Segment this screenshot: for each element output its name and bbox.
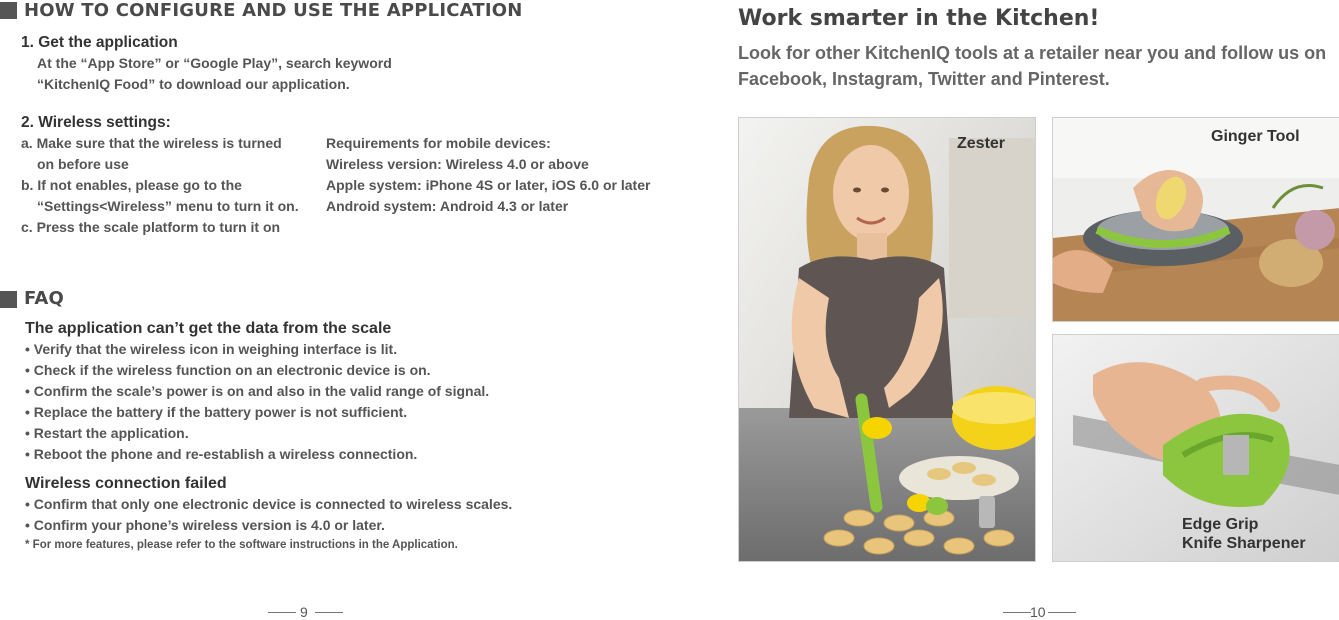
right-text: Look for other KitchenIQ tools at a retailer near you and follow us on Facebook, Instagram, Twitter and Pinterest.: [738, 43, 1327, 89]
step1-text: At the “App Store” or “Google Play”, search keyword “KitchenIQ Food” to download our application.: [37, 55, 392, 92]
page-rule-left: [268, 612, 296, 613]
ginger-tool-label: Ginger Tool: [1211, 128, 1300, 145]
step1-heading: 1. Get the application: [21, 34, 178, 51]
faq1-list: • Verify that the wireless icon in weighing interface is lit. • Check if the wireless function on an electronic device is on. • Confirm the scale’s power is on and also in the valid range of signal. • Replace the battery if the battery power is not sufficient. • Restart the application. • Reboot the phone and re-establish a wireless connection.: [25, 341, 490, 462]
zester-illustration: [739, 118, 1035, 561]
section-title-configure: HOW TO CONFIGURE AND USE THE APPLICATION: [24, 0, 523, 21]
zester-photo: [738, 117, 1036, 562]
step2-heading: 2. Wireless settings:: [21, 114, 171, 131]
page-rule-right: [315, 612, 343, 613]
faq-title: FAQ: [24, 288, 65, 309]
footnote: * For more features, please refer to the software instructions in the Application.: [25, 539, 458, 551]
page-rule-left-2: [1003, 612, 1031, 613]
page-number-right: 10: [1030, 604, 1046, 620]
step2-list: a. Make sure that the wireless is turned on before use b. If not enables, please go to the “Settings<Wireless” menu to turn it on. c. Press the scale platform to turn it on: [21, 135, 299, 235]
page-number-left: 9: [300, 604, 308, 620]
ginger-tool-photo: [1052, 117, 1339, 322]
section-marker: [0, 2, 17, 19]
faq1-heading: The application can’t get the data from the scale: [25, 320, 392, 337]
faq2-list: • Confirm that only one electronic device is connected to wireless scales. • Confirm your phone’s wireless version is 4.0 or later.: [25, 496, 513, 533]
ginger-tool-illustration: [1053, 118, 1339, 321]
faq2-heading: Wireless connection failed: [25, 475, 227, 492]
mobile-requirements: Requirements for mobile devices: Wireless version: Wireless 4.0 or above Apple system: iPhone 4S or later, iOS 6.0 or later Android system: Android 4.3 or later: [326, 135, 651, 214]
faq-marker: [0, 291, 17, 308]
sharpener-photo: [1052, 334, 1339, 562]
page-rule-right-2: [1048, 612, 1076, 613]
zester-label: Zester: [957, 135, 1006, 152]
right-title: Work smarter in the Kitchen!: [738, 6, 1100, 31]
sharpener-label: Edge Grip Knife Sharpener: [1182, 516, 1306, 552]
